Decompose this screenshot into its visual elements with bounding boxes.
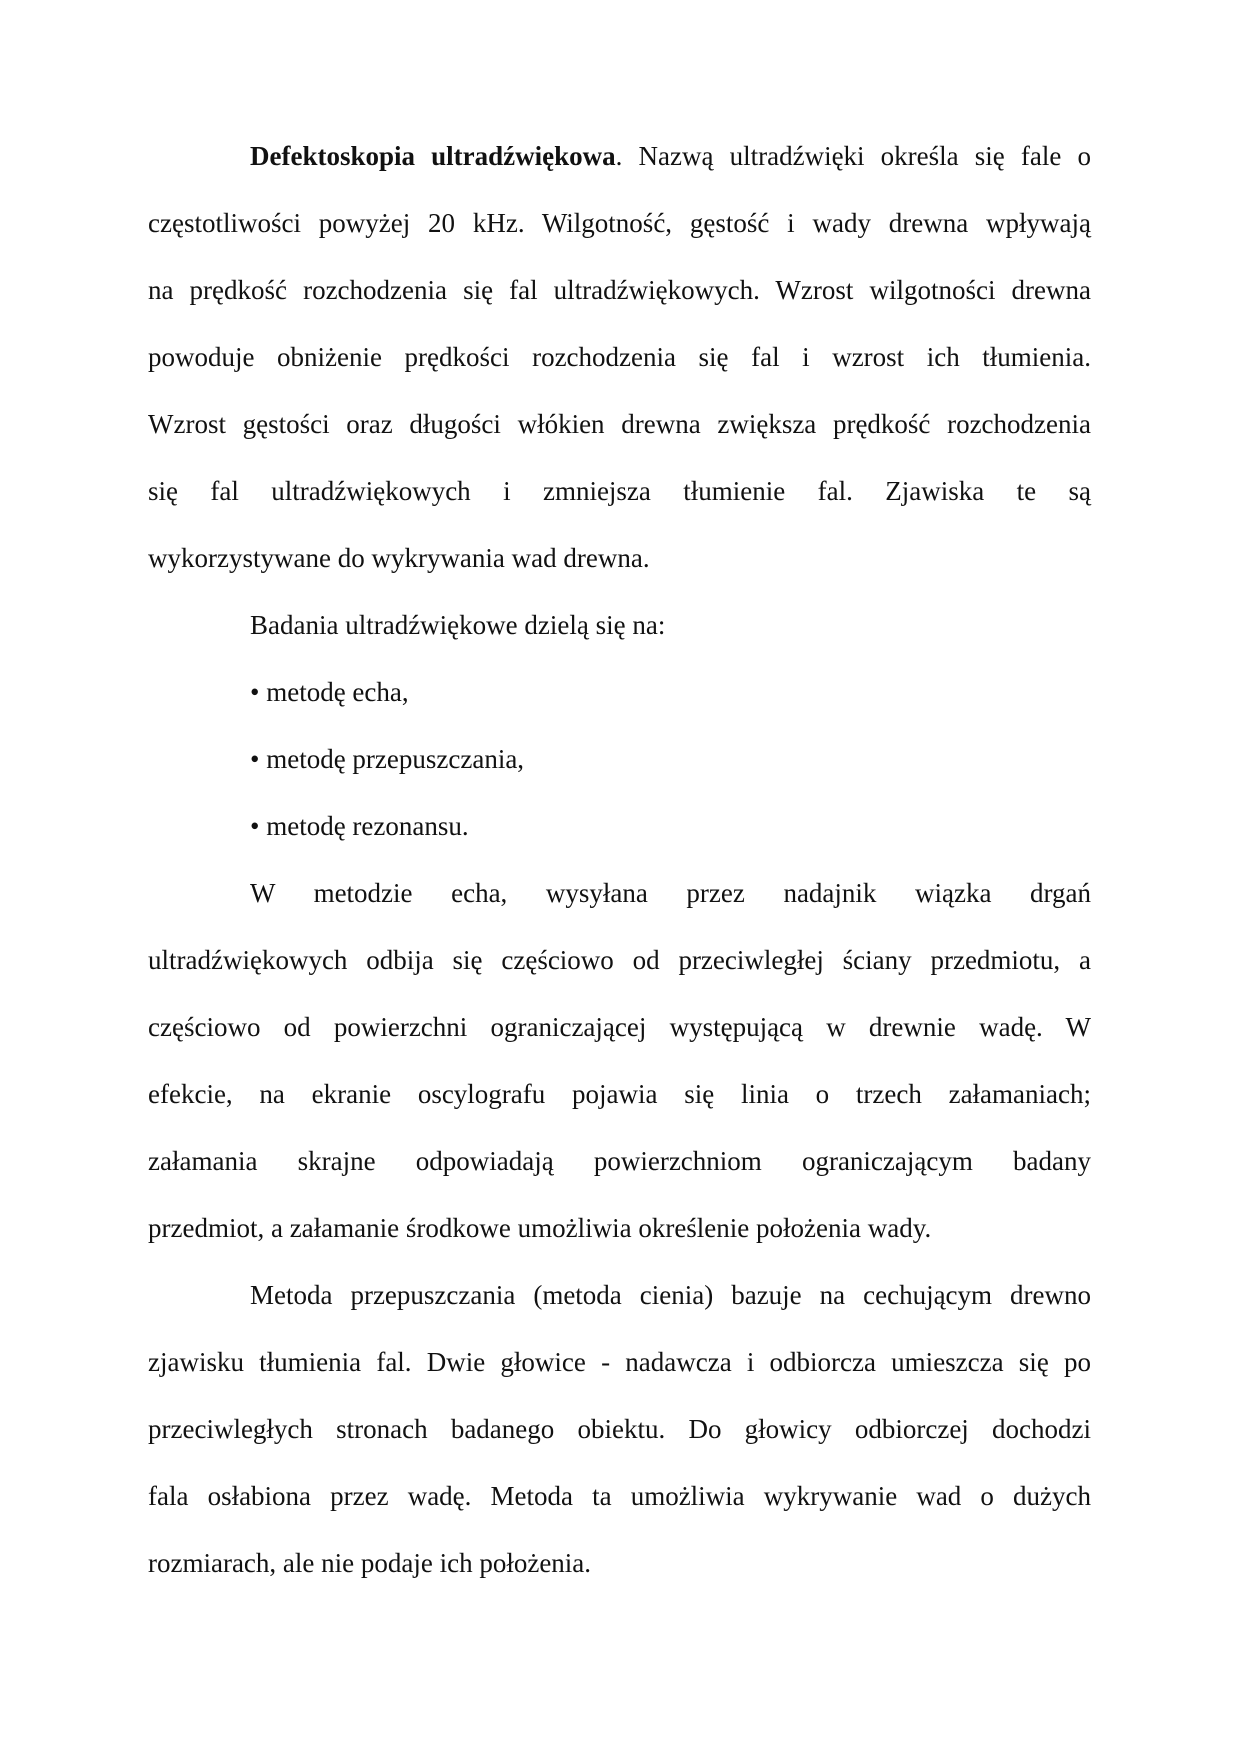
text-line: [148, 1262, 1091, 1329]
text-line: [148, 659, 1091, 726]
text-line: [148, 525, 1091, 592]
text-line: [148, 726, 1091, 793]
text-line: [148, 324, 1091, 391]
text-line: [148, 1396, 1091, 1463]
line-text: Metoda przepuszczania (metoda cienia) bazuje na cechującym drewno: [250, 1280, 1091, 1310]
line-text: . Nazwą ultradźwięki określa się fale o: [615, 141, 1091, 171]
line-text: • metodę przepuszczania,: [250, 744, 525, 774]
text-line: [148, 994, 1091, 1061]
line-text: Wzrost gęstości oraz długości włókien drewna zwiększa prędkość rozchodzenia: [148, 409, 1091, 439]
line-text: częstotliwości powyżej 20 kHz. Wilgotność, gęstość i wady drewna wpływają: [148, 208, 1091, 238]
text-line: [148, 860, 1091, 927]
text-line: [148, 257, 1091, 324]
text-line: [148, 1530, 1091, 1597]
line-text: • metodę echa,: [250, 677, 409, 707]
line-text: ultradźwiękowych odbija się częściowo od przeciwległej ściany przedmiotu, a: [148, 945, 1091, 975]
text-line: [148, 458, 1091, 525]
line-text: wykorzystywane do wykrywania wad drewna.: [148, 543, 650, 573]
text-line: [148, 391, 1091, 458]
text-line: [148, 123, 1091, 190]
text-line: [148, 1128, 1091, 1195]
line-text: efekcie, na ekranie oscylografu pojawia się linia o trzech załamaniach;: [148, 1079, 1091, 1109]
line-text: Badania ultradźwiękowe dzielą się na:: [250, 610, 666, 640]
text-line: [148, 927, 1091, 994]
line-text: na prędkość rozchodzenia się fal ultradźwiękowych. Wzrost wilgotności drewna: [148, 275, 1091, 305]
line-text: przeciwległych stronach badanego obiektu. Do głowicy odbiorczej dochodzi: [148, 1414, 1091, 1444]
line-text: częściowo od powierzchni ograniczającej występującą w drewnie wadę. W: [148, 1012, 1091, 1042]
line-text: rozmiarach, ale nie podaje ich położenia.: [148, 1548, 592, 1578]
line-text: przedmiot, a załamanie środkowe umożliwia określenie położenia wady.: [148, 1213, 932, 1243]
line-text: powoduje obniżenie prędkości rozchodzenia się fal i wzrost ich tłumienia.: [148, 342, 1091, 372]
bold-heading: Defektoskopia ultradźwiękowa: [250, 141, 616, 171]
line-text: się fal ultradźwiękowych i zmniejsza tłumienie fal. Zjawiska te są: [148, 476, 1091, 506]
line-text: załamania skrajne odpowiadają powierzchniom ograniczającym badany: [148, 1146, 1091, 1176]
text-line: [148, 592, 1091, 659]
document-page: [148, 123, 1091, 1597]
text-line: [148, 793, 1091, 860]
line-text: • metodę rezonansu.: [250, 811, 469, 841]
line-text: zjawisku tłumienia fal. Dwie głowice - nadawcza i odbiorcza umieszcza się po: [148, 1347, 1091, 1377]
text-line: [148, 1195, 1091, 1262]
line-text: W metodzie echa, wysyłana przez nadajnik wiązka drgań: [250, 878, 1091, 908]
line-text: fala osłabiona przez wadę. Metoda ta umożliwia wykrywanie wad o dużych: [148, 1481, 1091, 1511]
text-line: [148, 1061, 1091, 1128]
text-line: [148, 1463, 1091, 1530]
text-line: [148, 1329, 1091, 1396]
text-line: [148, 190, 1091, 257]
